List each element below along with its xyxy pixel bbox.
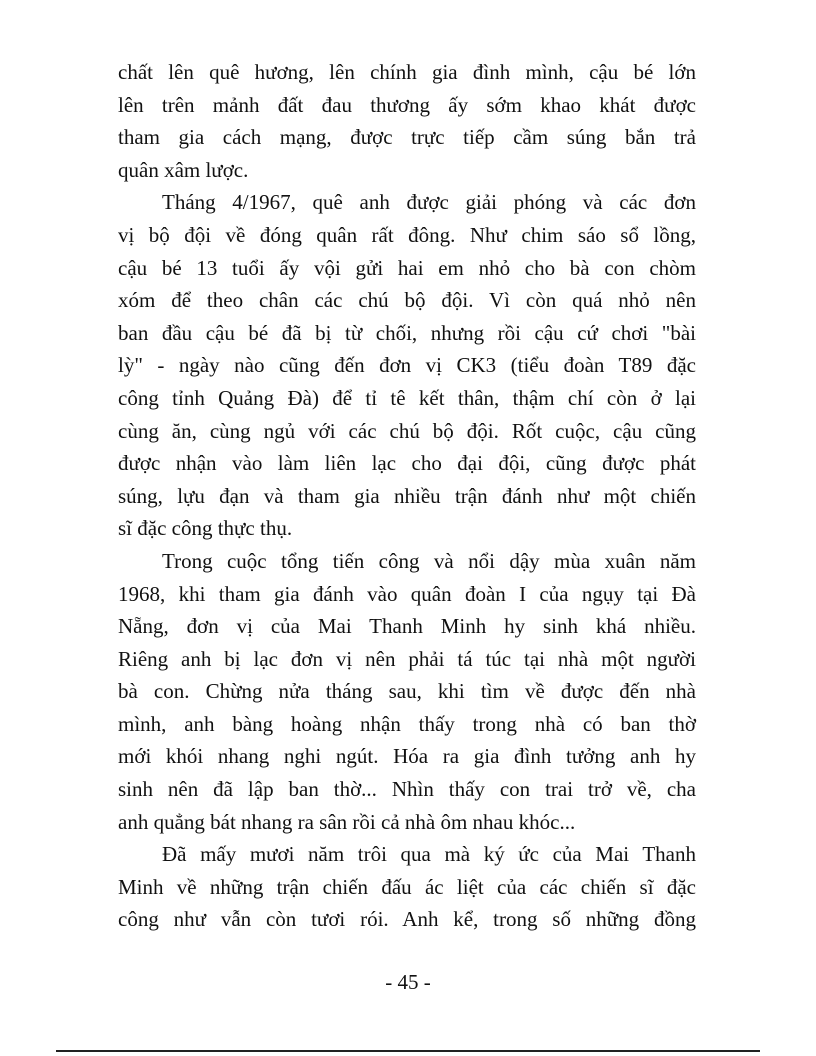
text-line: chất lên quê hương, lên chính gia đình mình, cậu bé lớn: [118, 60, 696, 84]
text-line: Nẵng, đơn vị của Mai Thanh Minh hy sinh khá nhiều.: [118, 614, 696, 639]
text-line: xóm để theo chân các chú bộ đội. Vì còn quá nhỏ nên: [118, 288, 696, 313]
text-line: Minh về những trận chiến đấu ác liệt của các chiến sĩ đặc: [118, 874, 696, 899]
paragraph: [118, 186, 696, 545]
text-line: bà con. Chừng nửa tháng sau, khi tìm về được đến nhà: [118, 679, 696, 704]
text-line: cùng ăn, cùng ngủ với các chú bộ đội. Rốt cuộc, cậu cũng: [118, 418, 696, 443]
text-line: công tỉnh Quảng Đà) để tỉ tê kết thân, thậm chí còn ở lại: [118, 385, 696, 410]
paragraph: [118, 56, 696, 186]
text-line: súng, lựu đạn và tham gia nhiều trận đánh như một chiến: [118, 483, 696, 508]
paragraph: [118, 838, 696, 936]
text-line: sĩ đặc công thực thụ.: [118, 516, 293, 541]
text-line: Riêng anh bị lạc đơn vị nên phải tá túc tại nhà một người: [118, 646, 696, 671]
text-line: sinh nên đã lập ban thờ... Nhìn thấy con trai trở về, cha: [118, 777, 696, 802]
text-line: quân xâm lược.: [118, 157, 249, 182]
text-line: Tháng 4/1967, quê anh được giải phóng và các đơn: [162, 190, 696, 215]
page-number: - 45 -: [385, 970, 431, 994]
text-line: lên trên mảnh đất đau thương ấy sớm khao khát được: [118, 92, 696, 117]
text-line: cậu bé 13 tuổi ấy vội gửi hai em nhỏ cho bà con chòm: [118, 255, 696, 280]
text-line: anh quẳng bát nhang ra sân rồi cả nhà ôm nhau khóc...: [118, 809, 576, 834]
paragraph: [118, 545, 696, 838]
body-text: [118, 56, 696, 936]
text-line: Đã mấy mươi năm trôi qua mà ký ức của Mai Thanh: [162, 842, 696, 867]
text-line: mình, anh bàng hoàng nhận thấy trong nhà có ban thờ: [118, 711, 696, 736]
text-line: lỳ" - ngày nào cũng đến đơn vị CK3 (tiểu đoàn T89 đặc: [118, 353, 696, 378]
text-line: 1968, khi tham gia đánh vào quân đoàn I của ngụy tại Đà: [118, 581, 696, 606]
text-line: công như vẫn còn tươi rói. Anh kể, trong số những đồng: [118, 907, 696, 932]
text-line: được nhận vào làm liên lạc cho đại đội, cũng được phát: [118, 451, 696, 476]
text-line: ban đầu cậu bé đã bị từ chối, nhưng rồi cậu cứ chơi "bài: [118, 320, 696, 345]
text-line: mới khói nhang nghi ngút. Hóa ra gia đình tưởng anh hy: [118, 744, 696, 769]
text-line: tham gia cách mạng, được trực tiếp cầm súng bắn trả: [118, 125, 696, 150]
text-line: vị bộ đội về đóng quân rất đông. Như chim sáo sổ lồng,: [118, 222, 696, 247]
text-line: Trong cuộc tổng tiến công và nổi dậy mùa xuân năm: [162, 548, 696, 573]
bottom-rule: [56, 1050, 760, 1052]
